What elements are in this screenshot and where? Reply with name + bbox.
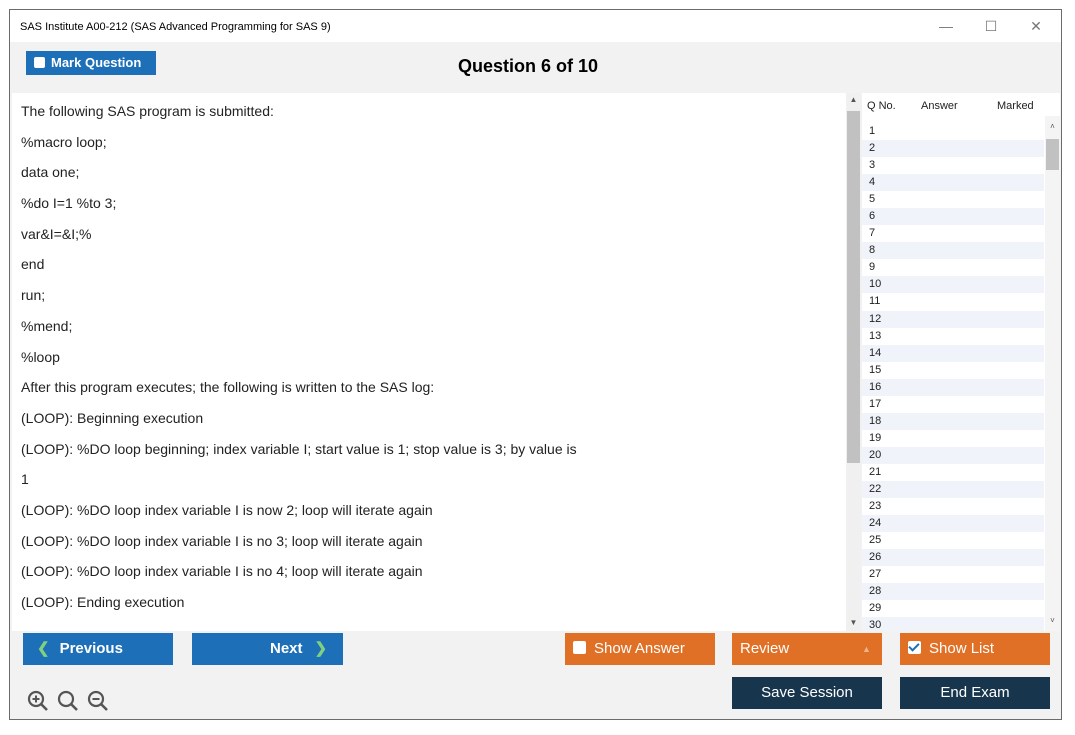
review-dropdown[interactable] <box>732 633 882 665</box>
question-list-row[interactable] <box>862 276 1044 293</box>
question-list-row[interactable] <box>862 515 1044 532</box>
next-label: Next <box>270 640 303 657</box>
question-line: After this program executes; the following is written to the SAS log: <box>21 379 435 396</box>
question-number: 27 <box>869 568 882 581</box>
chevron-left-icon: ❮ <box>37 640 50 657</box>
show-answer-button[interactable] <box>565 633 715 665</box>
question-number: 15 <box>869 363 882 376</box>
app-window <box>9 9 1062 720</box>
question-list-scrollbar[interactable] <box>1045 116 1060 631</box>
next-button[interactable] <box>192 633 343 665</box>
question-line: (LOOP): %DO loop index variable I is no 3; loop will iterate again <box>21 532 423 549</box>
question-number: 18 <box>869 414 882 427</box>
maximize-button[interactable]: ☐ <box>984 18 998 34</box>
question-number: 25 <box>869 534 882 547</box>
show-list-button[interactable] <box>900 633 1050 665</box>
list-scroll-up-arrow-icon[interactable]: ˄ <box>1050 122 1055 131</box>
question-number: 29 <box>869 602 882 615</box>
question-list-row[interactable] <box>862 617 1044 631</box>
question-number: 28 <box>869 585 882 598</box>
question-line: (LOOP): %DO loop beginning; index variable I; start value is 1; stop value is 3; by value is <box>21 440 577 457</box>
question-list-row[interactable] <box>862 328 1044 345</box>
question-number: 30 <box>869 619 882 631</box>
question-number: 9 <box>869 261 876 274</box>
question-list-row[interactable] <box>862 566 1044 583</box>
question-line: (LOOP): Beginning execution <box>21 409 204 426</box>
question-list-row[interactable] <box>862 157 1044 174</box>
question-panel <box>12 93 861 631</box>
question-number: 7 <box>869 227 876 240</box>
scroll-down-arrow-icon[interactable]: ▼ <box>849 618 858 627</box>
question-number: 12 <box>869 312 882 325</box>
question-line: %do I=1 %to 3; <box>21 195 117 212</box>
question-number: 14 <box>869 346 882 359</box>
question-list <box>862 123 1044 631</box>
question-list-header <box>862 93 1060 115</box>
question-counter: Question 6 of 10 <box>457 56 599 76</box>
question-list-row[interactable] <box>862 447 1044 464</box>
question-line: %mend; <box>21 317 73 334</box>
save-session-button[interactable]: Save Session <box>732 677 882 709</box>
question-list-row[interactable] <box>862 430 1044 447</box>
qno-column-header: Q No. <box>867 100 896 112</box>
question-list-row[interactable] <box>862 583 1044 600</box>
question-number: 21 <box>869 465 882 478</box>
question-line: (LOOP): %DO loop index variable I is now 2; loop will iterate again <box>21 501 433 518</box>
question-list-row[interactable] <box>862 532 1044 549</box>
zoom-out-icon[interactable] <box>86 689 110 713</box>
question-line: (LOOP): %DO loop index variable I is no 4; loop will iterate again <box>21 563 423 580</box>
question-number: 2 <box>869 142 876 155</box>
question-number: 17 <box>869 397 882 410</box>
question-line: end <box>21 256 45 273</box>
question-line: The following SAS program is submitted: <box>21 103 274 119</box>
question-list-row[interactable] <box>862 242 1044 259</box>
question-number: 20 <box>869 448 882 461</box>
question-line: var&I=&I;% <box>21 225 92 242</box>
marked-column-header: Marked <box>997 100 1034 112</box>
previous-label: Previous <box>59 640 123 657</box>
show-answer-label: Show Answer <box>594 640 685 657</box>
question-line: 1 <box>21 471 29 488</box>
show-list-label: Show List <box>929 640 995 657</box>
question-line: %macro loop; <box>21 133 107 150</box>
end-exam-button[interactable]: End Exam <box>900 677 1050 709</box>
question-number: 23 <box>869 500 882 513</box>
scroll-up-arrow-icon[interactable]: ▲ <box>849 95 858 104</box>
mark-question-label: Mark Question <box>51 55 142 70</box>
dropdown-arrow-icon: ▲ <box>862 644 871 654</box>
question-number: 11 <box>869 295 881 308</box>
question-number: 16 <box>869 380 882 393</box>
title-bar <box>10 10 1061 42</box>
question-number: 4 <box>869 176 876 189</box>
close-button[interactable]: ✕ <box>1030 18 1042 34</box>
window-title: SAS Institute A00-212 (SAS Advanced Programming for SAS 9) <box>20 21 331 33</box>
question-list-row[interactable] <box>862 225 1044 242</box>
zoom-in-icon[interactable] <box>26 689 50 713</box>
question-number: 19 <box>869 431 882 444</box>
minimize-button[interactable]: — <box>939 18 953 34</box>
question-list-row[interactable] <box>862 123 1044 140</box>
zoom-reset-icon[interactable] <box>56 689 80 713</box>
review-label: Review <box>740 640 790 657</box>
chevron-right-icon: ❯ <box>314 640 328 657</box>
previous-button[interactable] <box>23 633 173 665</box>
list-scroll-down-arrow-icon[interactable]: ˅ <box>1050 616 1055 625</box>
show-answer-checkbox[interactable] <box>573 641 586 654</box>
question-list-row[interactable] <box>862 600 1044 617</box>
question-list-row[interactable] <box>862 259 1044 276</box>
list-scrollbar-thumb[interactable] <box>1046 139 1059 170</box>
question-number: 26 <box>869 551 882 564</box>
question-text <box>21 101 841 623</box>
question-list-row[interactable] <box>862 362 1044 379</box>
scrollbar-thumb[interactable] <box>847 111 860 463</box>
question-list-row[interactable] <box>862 293 1044 310</box>
question-number: 1 <box>869 125 876 137</box>
question-list-row[interactable] <box>862 311 1044 328</box>
question-number: 6 <box>869 210 876 223</box>
question-number: 5 <box>869 193 876 206</box>
question-list-row[interactable] <box>862 140 1044 157</box>
question-line: %loop <box>21 348 60 365</box>
question-list-row[interactable] <box>862 174 1044 191</box>
question-list-row[interactable] <box>862 345 1044 362</box>
question-line: data one; <box>21 164 80 181</box>
question-number: 3 <box>869 159 876 172</box>
question-list-row[interactable] <box>862 481 1044 498</box>
question-number: 22 <box>869 482 882 495</box>
question-scrollbar[interactable] <box>846 93 861 631</box>
question-number: 13 <box>869 329 882 342</box>
question-list-row[interactable] <box>862 379 1044 396</box>
question-number: 24 <box>869 517 882 530</box>
question-line: (LOOP): Ending execution <box>21 594 185 610</box>
show-list-checkbox[interactable] <box>908 641 921 654</box>
question-list-row[interactable] <box>862 208 1044 225</box>
question-list-panel <box>862 93 1060 631</box>
question-list-row[interactable] <box>862 191 1044 208</box>
question-list-row[interactable] <box>862 396 1044 413</box>
question-line: run; <box>21 287 46 304</box>
question-number: 8 <box>869 244 876 257</box>
question-list-row[interactable] <box>862 549 1044 566</box>
question-list-row[interactable] <box>862 413 1044 430</box>
question-list-row[interactable] <box>862 464 1044 481</box>
question-list-row[interactable] <box>862 498 1044 515</box>
answer-column-header: Answer <box>921 100 958 112</box>
question-number: 10 <box>869 278 882 291</box>
exam-body <box>10 42 1061 719</box>
